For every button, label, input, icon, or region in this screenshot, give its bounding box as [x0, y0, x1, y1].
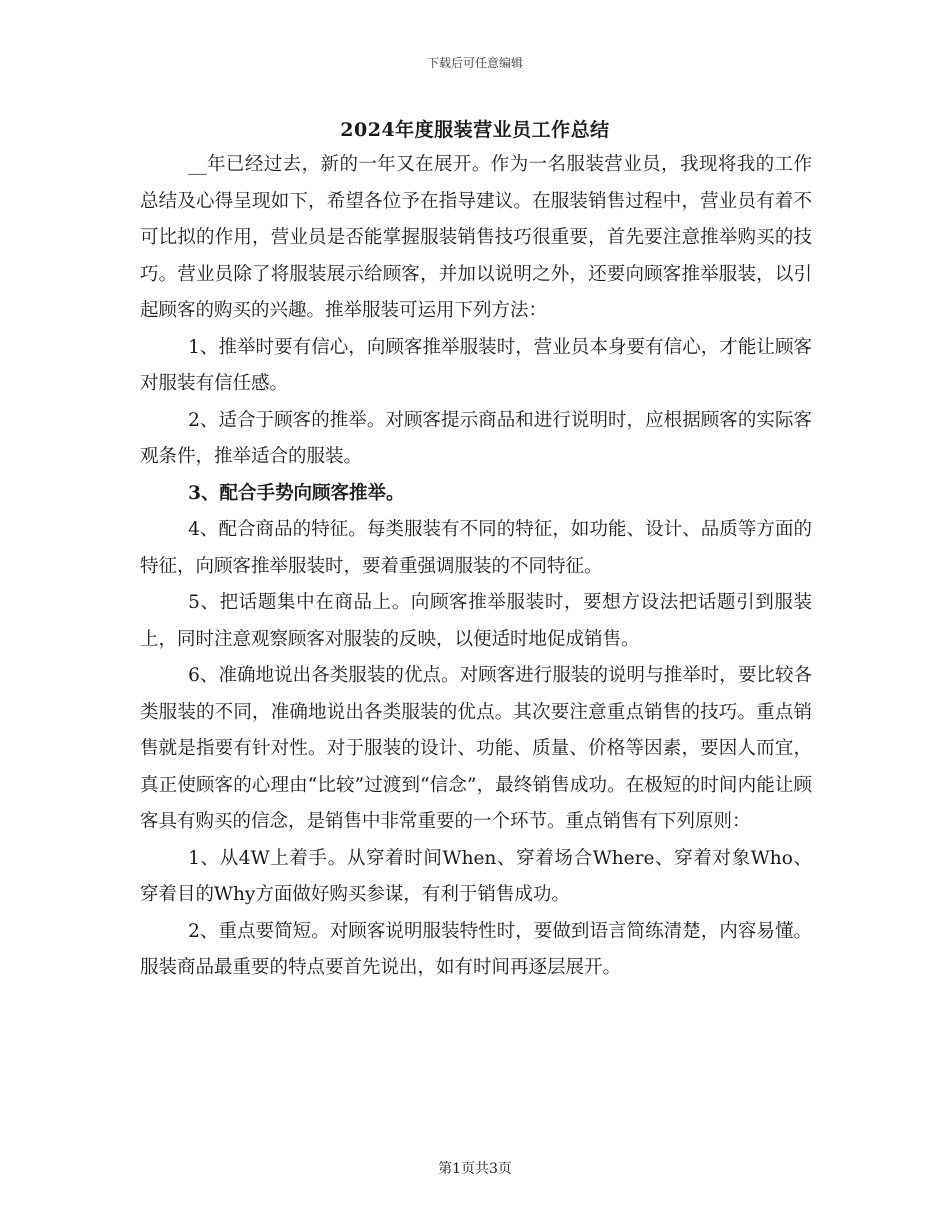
paragraph-item-3: 3、配合手势向顾客推举。 — [188, 482, 405, 504]
page-header: 下载后可任意编辑 — [426, 56, 523, 70]
paragraph-principle-1: 1、从4W上着手。从穿着时间When、穿着场合Where、穿着对象Who、穿着目的Why方面做好购买参谋，有利于销售成功。 — [140, 847, 812, 905]
paragraph-item-5: 5、把话题集中在商品上。向顾客推举服装时，要想方设法把话题引到服装上，同时注意观察顾客对服装的反映，以便适时地促成销售。 — [140, 592, 812, 650]
paragraph-item-2: 2、适合于顾客的推举。对顾客提示商品和进行说明时，应根据顾客的实际客观条件，推举适合的服装。 — [140, 409, 812, 467]
paragraph-item-4: 4、配合商品的特征。每类服装有不同的特征，如功能、设计、品质等方面的特征，向顾客推举服装时，要着重强调服装的不同特征。 — [140, 519, 812, 577]
paragraph-item-1: 1、推举时要有信心，向顾客推举服装时，营业员本身要有信心，才能让顾客对服装有信任感。 — [140, 336, 812, 394]
paragraph-item-6: 6、准确地说出各类服装的优点。对顾客进行服装的说明与推举时，要比较各类服装的不同，准确地说出各类服装的优点。其次要注意重点销售的技巧。重点销售就是指要有针对性。对于服装的设计、功能、质量、价格等因素，要因人而宜，真正使顾客的心理由“比较”过渡到“信念”，最终销售成功。在极短的时间内能让顾客具有购买的信念，是销售中非常重要的一个环节。重点销售有下列原则： — [140, 665, 812, 832]
page-footer: 第1页共3页 — [438, 1161, 512, 1177]
document-title: 2024年度服装营业员工作总结 — [340, 119, 610, 141]
paragraph-intro: __年已经过去，新的一年又在展开。作为一名服装营业员，我现将我的工作总结及心得呈现如下，希望各位予在指导建议。在服装销售过程中，营业员有着不可比拟的作用，营业员是否能掌握服装销售技巧很重要，首先要注意推举购买的技巧。营业员除了将服装展示给顾客，并加以说明之外，还要向顾客推举服装，以引起顾客的购买的兴趣。推举服装可运用下列方法： — [140, 154, 812, 321]
document-body — [140, 147, 812, 987]
paragraph-principle-2: 2、重点要简短。对顾客说明服装特性时，要做到语言简练清楚，内容易懂。服装商品最重要的特点要首先说出，如有时间再逐层展开。 — [140, 920, 812, 978]
